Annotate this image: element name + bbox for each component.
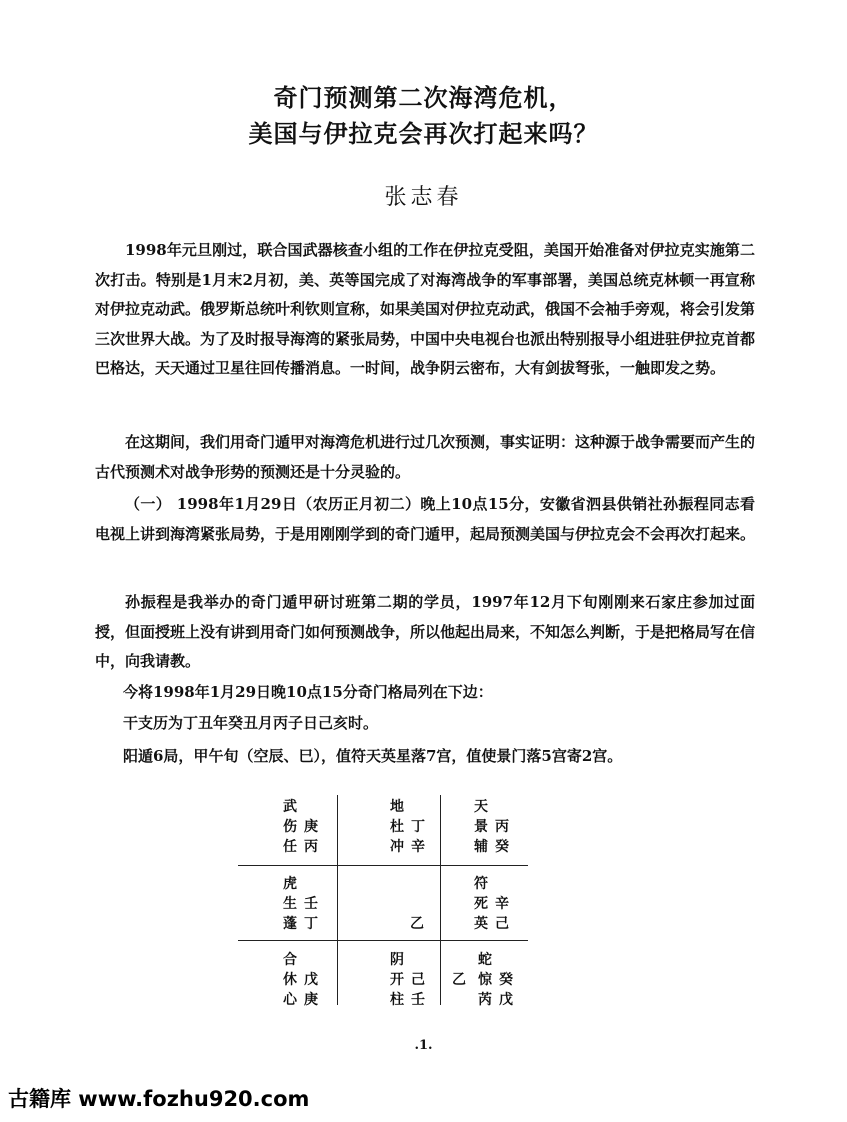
palace-9-door: 杜 — [390, 819, 404, 835]
palace-3-door: 生 — [283, 896, 297, 912]
palace-2-stem-lower: 癸 — [495, 839, 509, 855]
palace-2-door: 景 — [474, 819, 488, 835]
chart-divider-vertical-right — [440, 795, 441, 1005]
palace-6-stem-upper: 癸 — [499, 972, 513, 988]
palace-2-stem-upper: 丙 — [495, 819, 509, 835]
page-number: .1. — [414, 1038, 433, 1053]
article-title-line-1: 奇门预测第二次海湾危机， — [273, 84, 574, 112]
palace-5 — [410, 914, 424, 934]
palace-7-stem-lower: 己 — [495, 916, 509, 932]
palace-8-stem-lower: 庚 — [304, 992, 318, 1008]
palace-6 — [478, 950, 513, 1010]
palace-9-god: 地 — [390, 799, 404, 815]
palace-6-star-row — [478, 990, 513, 1010]
palace-4-door-row — [283, 817, 318, 837]
palace-8-door-row — [283, 970, 318, 990]
palace-4-god: 武 — [283, 799, 297, 815]
palace-7-star-row — [474, 914, 509, 934]
palace-9-star-row — [390, 837, 425, 857]
palace-4 — [283, 797, 318, 857]
palace-2-star-row — [474, 837, 509, 857]
palace-1-god: 阴 — [390, 952, 404, 968]
palace-4-star: 任 — [283, 839, 297, 855]
palace-3-god: 虎 — [283, 876, 297, 892]
palace-4-stem-upper: 庚 — [304, 819, 318, 835]
palace-2-god: 天 — [474, 799, 488, 815]
paragraph-1: 1998年元旦刚过，联合国武器核查小组的工作在伊拉克受阻，美国开始准备对伊拉克实施第二次打击。特别是1月末2月初，美、英等国完成了对海湾战争的军事部署，美国总统克林顿一再宣称对伊拉克动武。俄罗斯总统叶利钦则宣称，如果美国对伊拉克动武，俄国不会袖手旁观，将会引发第三次世界大战。为了及时报导海湾的紧张局势，中国中央电视台也派出特别报导小组进驻伊拉克首都巴格达，天天通过卫星往回传播消息。一时间，战争阴云密布，大有剑拔弩张，一触即发之势。 — [95, 241, 756, 377]
palace-8-door: 休 — [283, 972, 297, 988]
palace-3-stem-lower: 丁 — [304, 916, 318, 932]
palace-6-door-row — [478, 970, 513, 990]
palace-2-door-row — [474, 817, 509, 837]
palace-1-door-row — [390, 970, 425, 990]
palace-8-star-row — [283, 990, 318, 1010]
chart-divider-horizontal-top — [238, 865, 528, 866]
palace-6-left-stem: 乙 — [452, 972, 466, 988]
ganzhi-line: 干支历为丁丑年癸丑月丙子日己亥时。 — [123, 714, 379, 732]
palace-4-star-row — [283, 837, 318, 857]
palace-5-stem: 乙 — [410, 916, 424, 932]
palace-9-star: 冲 — [390, 839, 404, 855]
palace-3-door-row — [283, 894, 318, 914]
paragraph-2: 在这期间，我们用奇门遁甲对海湾危机进行过几次预测，事实证明：这种源于战争需要而产生的古代预测术对战争形势的预测还是十分灵验的。 — [95, 433, 756, 481]
palace-1 — [390, 950, 425, 1010]
article-title-line-2: 美国与伊拉克会再次打起来吗？ — [248, 120, 599, 148]
palace-7-star: 英 — [474, 916, 488, 932]
palace-6-extra-stem — [452, 970, 466, 990]
chart-divider-horizontal-bottom — [238, 940, 528, 941]
footer-watermark: 古籍库 www.fozhu920.com — [8, 1087, 310, 1111]
palace-9-door-row — [390, 817, 425, 837]
palace-6-god: 蛇 — [478, 952, 492, 968]
palace-4-door: 伤 — [283, 819, 297, 835]
palace-4-stem-lower: 丙 — [304, 839, 318, 855]
palace-7-god: 符 — [474, 876, 488, 892]
palace-3 — [283, 874, 318, 934]
palace-8-stem-upper: 戊 — [304, 972, 318, 988]
palace-8-star: 心 — [283, 992, 297, 1008]
palace-2-star: 辅 — [474, 839, 488, 855]
palace-2 — [474, 797, 509, 857]
palace-7 — [474, 874, 509, 934]
palace-9-stem-upper: 丁 — [411, 819, 425, 835]
palace-8 — [283, 950, 318, 1010]
palace-1-star: 柱 — [390, 992, 404, 1008]
palace-7-door-row — [474, 894, 509, 914]
palace-6-star: 芮 — [478, 992, 492, 1008]
paragraph-4: 孙振程是我举办的奇门遁甲研讨班第二期的学员，1997年12月下旬刚刚来石家庄参加过面授，但面授班上没有讲到用奇门如何预测战争，所以他起出局来，不知怎么判断，于是把格局写在信中，向我请教。 — [95, 593, 756, 670]
palace-3-star-row — [283, 914, 318, 934]
chart-intro-line: 今将1998年1月29日晚10点15分奇门格局列在下边： — [123, 683, 493, 701]
palace-7-stem-upper: 辛 — [495, 896, 509, 912]
palace-3-stem-upper: 壬 — [304, 896, 318, 912]
paragraph-3: （一） 1998年1月29日（农历正月初二）晚上10点15分，安徽省泗县供销社孙振程同志看电视上讲到海湾紧张局势，于是用刚刚学到的奇门遁甲，起局预测美国与伊拉克会不会再次打起来。 — [95, 495, 756, 543]
palace-1-door: 开 — [390, 972, 404, 988]
author-name: 张志春 — [384, 185, 463, 210]
palace-9 — [390, 797, 425, 857]
chart-divider-vertical-left — [337, 795, 338, 1005]
ju-info-line: 阳遁6局，甲午旬（空辰、巳），值符天英星落7宫，值使景门落5宫寄2宫。 — [123, 747, 623, 765]
palace-7-door: 死 — [474, 896, 488, 912]
palace-1-stem-lower: 壬 — [411, 992, 425, 1008]
palace-1-star-row — [390, 990, 425, 1010]
palace-9-stem-lower: 辛 — [411, 839, 425, 855]
palace-1-stem-upper: 己 — [411, 972, 425, 988]
palace-6-door: 惊 — [478, 972, 492, 988]
palace-8-god: 合 — [283, 952, 297, 968]
palace-6-stem-lower: 戊 — [499, 992, 513, 1008]
palace-3-star: 蓬 — [283, 916, 297, 932]
